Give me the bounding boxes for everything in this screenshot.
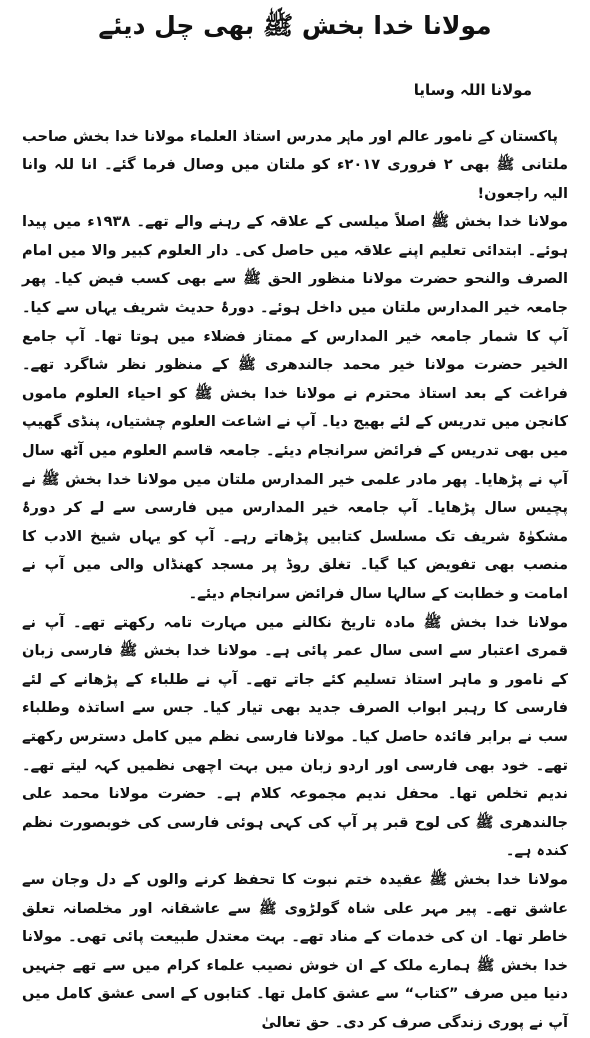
- article-body: [22, 123, 568, 1038]
- article-title: مولانا خدا بخش ﷺ بھی چل دیئے: [98, 11, 492, 40]
- paragraph-4: مولانا خدا بخش ﷺ عقیدہ ختم نبوت کا تحفظ کرنے والوں کے دل وجان سے عاشق تھے۔ پیر مہر علی شاہ گولڑوی ﷺ سے عاشقانہ اور مخلصانہ تعلق خاطر تھا۔ ان کی خدمات کے مناد تھے۔ بہت معتدل طبیعت پائی تھی۔ مولانا خدا بخش ﷺ ہمارے ملک کے ان خوش نصیب علماء کرام میں سے تھے جنہیں دنیا میں صرف ”کتاب“ سے عشق کامل تھا۔ کتابوں کے اسی عشق کامل میں آپ نے پوری زندگی صرف کر دی۔ حق تعالیٰ: [22, 870, 568, 1031]
- article-author: مولانا اللہ وسایا: [413, 80, 532, 99]
- paragraph-3: مولانا خدا بخش ﷺ مادہ تاریخ نکالنے میں مہارت تامہ رکھتے تھے۔ آپ نے قمری اعتبار سے اسی سال عمر پائی ہے۔ مولانا خدا بخش ﷺ فارسی زبان کے نامور و ماہر استاذ تسلیم کئے جاتے تھے۔ آپ نے طلباء کے پڑھانے کے لئے فارسی کا رہبر ابواب الصرف جدید بھی تیار کیا۔ جس سے اساتذہ وطلباء سب نے برابر فائدہ حاصل کیا۔ مولانا فارسی نظم میں کامل دسترس رکھتے تھے۔ خود بھی فارسی اور اردو زبان میں بہت اچھی نظمیں کہہ لیتے تھے۔ ندیم تخلص تھا۔ محفل ندیم مجموعہ کلام ہے۔ حضرت مولانا محمد علی جالندھری ﷺ کی لوح قبر پر آپ کی کہی ہوئی فارسی کی خوبصورت نظم کندہ ہے۔: [22, 613, 568, 860]
- paragraph-2: مولانا خدا بخش ﷺ اصلاً میلسی کے علاقہ کے رہنے والے تھے۔ ۱۹۳۸ء میں پیدا ہوئے۔ ابتدائی تعلیم اپنے علاقہ میں حاصل کی۔ دار العلوم کبیر والا میں امام الصرف والنحو حضرت مولانا منظور الحق ﷺ سے بھی کسب فیض کیا۔ پھر جامعہ خیر المدارس ملتان میں داخل ہوئے۔ دورۂ حدیث شریف یہاں سے کیا۔ آپ کا شمار جامعہ خیر المدارس کے ممتاز فضلاء میں ہوتا تھا۔ آپ جامع الخیر حضرت مولانا خیر محمد جالندھری ﷺ کے منظور نظر شاگرد تھے۔ فراغت کے بعد استاذ محترم نے مولانا خدا بخش ﷺ کو احیاء العلوم ماموں کانجن میں تدریس کے لئے بھیج دیا۔ آپ نے اشاعت العلوم چشتیاں، پنڈی گھیپ میں بھی تدریس کے فرائض سرانجام دیئے۔ جامعہ قاسم العلوم میں آٹھ سال آپ نے پڑھایا۔ پھر مادر علمی خیر المدارس ملتان میں مولانا خدا بخش ﷺ نے پچیس سال پڑھایا۔ آپ جامعہ خیر المدارس میں فارسی سے لے کر دورۂ مشکوٰۃ شریف تک مسلسل کتابیں پڑھاتے رہے۔ آپ کو یہاں شیخ الادب کا منصب بھی تفویض کیا گیا۔ تغلق روڈ پر مسجد کھنڈاں والی میں آپ نے امامت و خطابت کے سالہا سال فرائض سرانجام دیئے۔: [22, 213, 568, 602]
- paragraph-1: پاکستان کے نامور عالم اور ماہر مدرس استاذ العلماء مولانا خدا بخش صاحب ملتانی ﷺ بھی ۲ فروری ۲۰۱۷ء کو ملتان میں وصال فرما گئے۔ انا للہ وانا الیہ راجعون!: [22, 127, 568, 202]
